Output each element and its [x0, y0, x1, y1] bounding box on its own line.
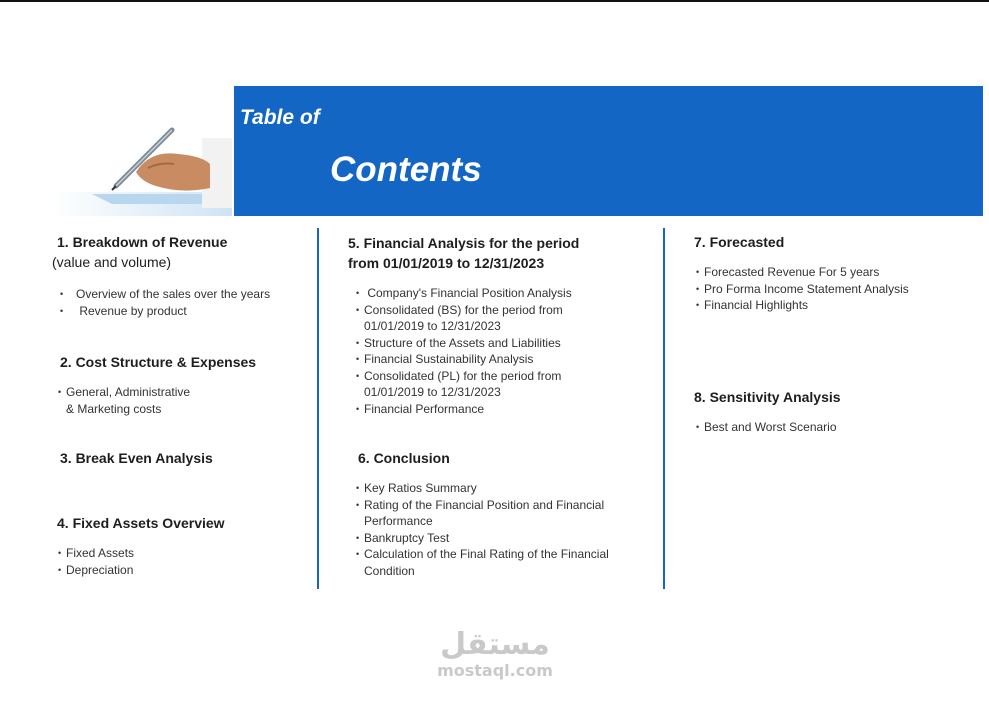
- section-title: 6. Conclusion: [358, 450, 450, 466]
- column-divider-1: [317, 228, 319, 589]
- list-item: • Revenue by product: [58, 303, 302, 320]
- column-divider-2: [663, 228, 665, 589]
- list-item: • Financial Performance: [354, 401, 616, 418]
- section-title: 4. Fixed Assets Overview: [57, 515, 225, 531]
- section-revenue-breakdown: [52, 232, 302, 319]
- section-title: 5. Financial Analysis for the period from 01/01/2019 to 12/31/2023: [348, 235, 580, 271]
- list-item: • Key Ratios Summary: [354, 480, 616, 497]
- section-conclusion: [348, 448, 648, 579]
- section-title: 7. Forecasted: [694, 234, 785, 250]
- section-financial-analysis: [348, 233, 648, 417]
- hand-writing-pen-image: [52, 108, 232, 216]
- list-item: • Pro Forma Income Statement Analysis: [694, 281, 964, 298]
- list-item: • General, Administrative & Marketing costs: [56, 384, 302, 417]
- list-item: • Financial Highlights: [694, 297, 964, 314]
- list-item: • Fixed Assets: [56, 545, 302, 562]
- section-break-even: [52, 448, 302, 468]
- mostaql-watermark: [432, 628, 558, 680]
- title-banner: [234, 86, 983, 216]
- banner-title-line1: Table of: [240, 106, 320, 129]
- section-fixed-assets: [52, 513, 302, 578]
- section-title: 8. Sensitivity Analysis: [694, 389, 841, 405]
- list-item: • Forecasted Revenue For 5 years: [694, 264, 964, 281]
- section-title: 3. Break Even Analysis: [60, 450, 213, 466]
- list-item: • Financial Sustainability Analysis: [354, 351, 616, 368]
- list-item: • Bankruptcy Test: [354, 530, 616, 547]
- list-item: • Structure of the Assets and Liabilities: [354, 335, 616, 352]
- list-item: • Depreciation: [56, 562, 302, 579]
- watermark-arabic-logo: مستقل: [440, 627, 550, 662]
- section-forecasted: [694, 232, 964, 314]
- section-cost-structure: [52, 352, 302, 417]
- section-title: 2. Cost Structure & Expenses: [60, 354, 257, 370]
- top-border-line: [0, 0, 989, 2]
- list-item: • Company's Financial Position Analysis: [354, 285, 616, 302]
- section-title: 1. Breakdown of Revenue: [57, 234, 228, 250]
- list-item: • Calculation of the Final Rating of the Financial Condition: [354, 546, 616, 579]
- list-item: • Consolidated (PL) for the period from 01/01/2019 to 12/31/2023: [354, 368, 616, 401]
- list-item: • Best and Worst Scenario: [694, 419, 964, 436]
- list-item: • Rating of the Financial Position and Financial Performance: [354, 497, 616, 530]
- watermark-domain: mostaql.com: [437, 661, 553, 680]
- list-item: • Overview of the sales over the years: [58, 286, 302, 303]
- section-subtitle: (value and volume): [52, 254, 172, 270]
- list-item: • Consolidated (BS) for the period from 01/01/2019 to 12/31/2023: [354, 302, 616, 335]
- banner-title-line2: Contents: [330, 150, 482, 189]
- section-sensitivity: [694, 387, 964, 436]
